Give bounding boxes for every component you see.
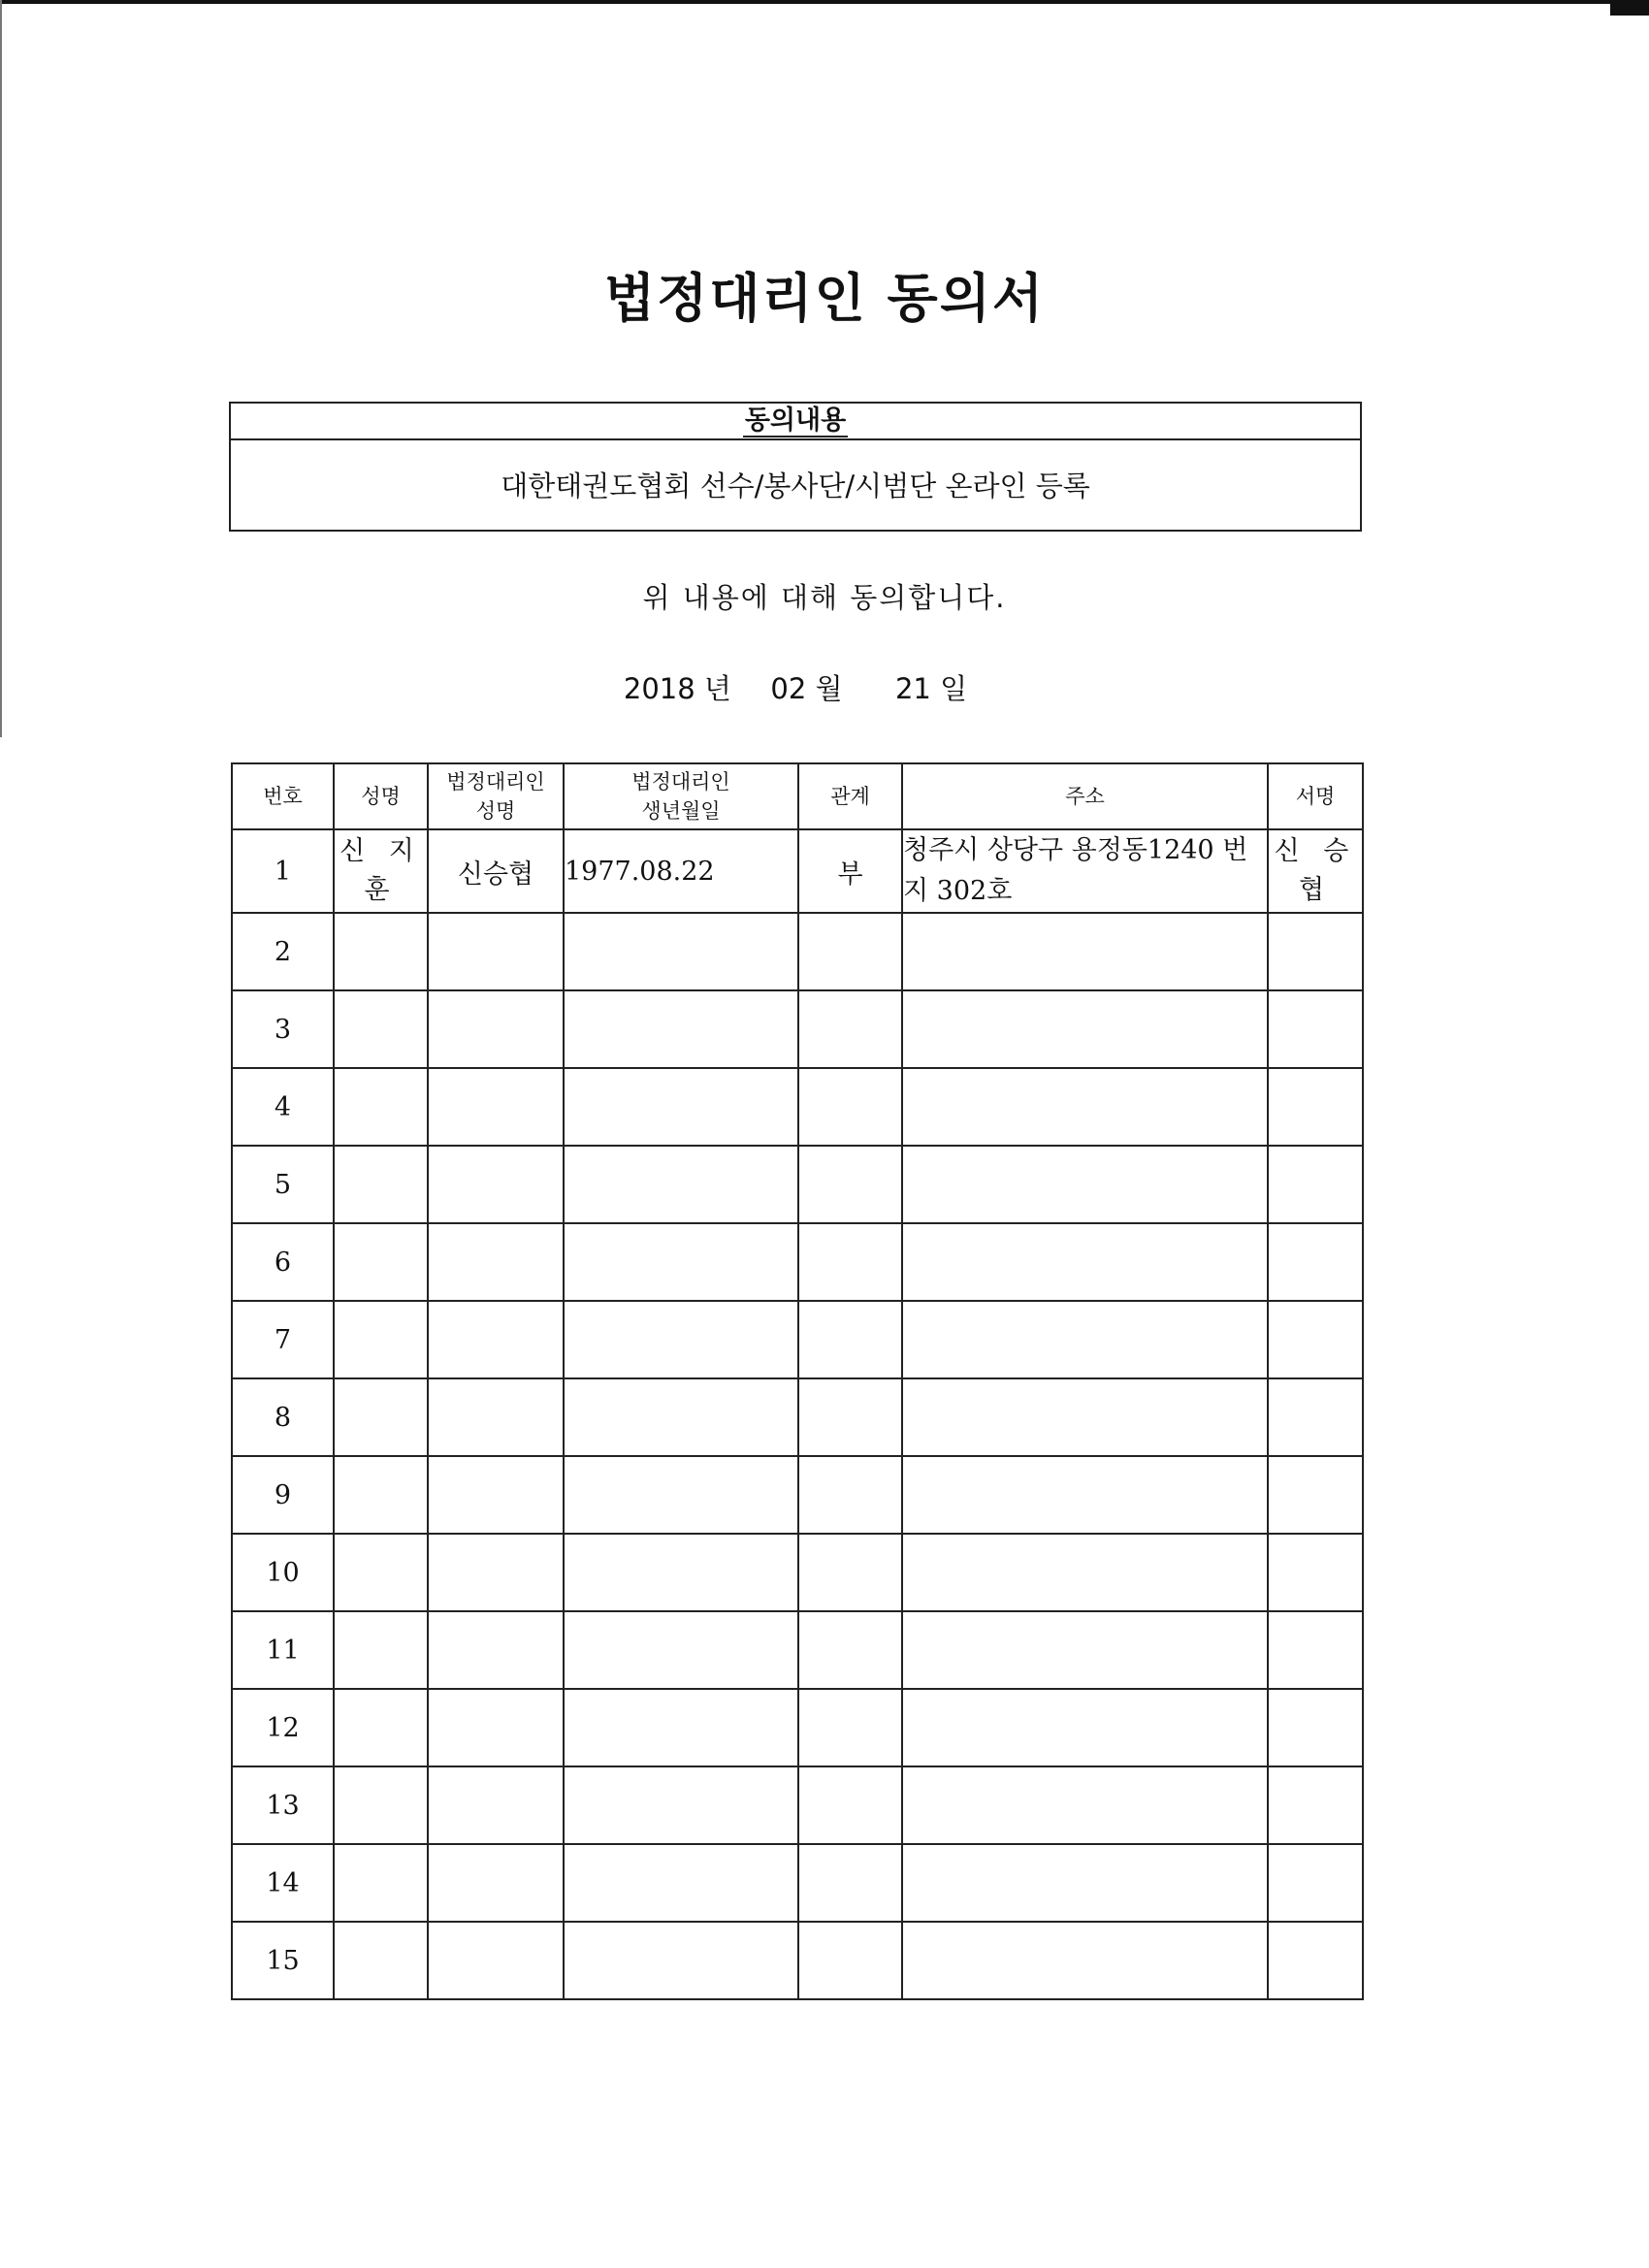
cell-rep-name bbox=[428, 1223, 564, 1301]
table-row bbox=[232, 1844, 1363, 1922]
cell-relation bbox=[798, 1456, 902, 1534]
cell-name bbox=[334, 1922, 428, 1999]
cell-sign bbox=[1268, 913, 1363, 990]
cell-address bbox=[902, 1922, 1268, 1999]
cell-address bbox=[902, 1301, 1268, 1378]
table-row bbox=[232, 1068, 1363, 1146]
cell-sign bbox=[1268, 1844, 1363, 1922]
cell-rep-birth bbox=[564, 1378, 798, 1456]
cell-rep-name bbox=[428, 1456, 564, 1534]
header-no: 번호 bbox=[232, 763, 334, 829]
table-row bbox=[232, 913, 1363, 990]
cell-rep-name bbox=[428, 1689, 564, 1766]
date-year: 2018 bbox=[623, 672, 695, 705]
header-rep-birth bbox=[564, 763, 798, 829]
cell-relation: 부 bbox=[798, 829, 902, 913]
scan-edge-corner bbox=[1610, 0, 1649, 16]
cell-sign bbox=[1268, 1456, 1363, 1534]
cell-sign bbox=[1268, 1378, 1363, 1456]
cell-no: 11 bbox=[232, 1611, 334, 1689]
cell-rep-name bbox=[428, 1068, 564, 1146]
date-month: 02 bbox=[770, 672, 807, 705]
table-row bbox=[232, 1766, 1363, 1844]
table-row bbox=[232, 1534, 1363, 1611]
cell-name bbox=[334, 1456, 428, 1534]
cell-no: 8 bbox=[232, 1378, 334, 1456]
cell-relation bbox=[798, 1766, 902, 1844]
guardian-registry-table bbox=[231, 762, 1364, 2000]
cell-sign: 신 승 협 bbox=[1268, 829, 1363, 913]
consent-content-box bbox=[229, 402, 1362, 532]
cell-rep-birth bbox=[564, 1844, 798, 1922]
cell-rep-birth: 1977.08.22 bbox=[564, 829, 798, 913]
cell-relation bbox=[798, 1611, 902, 1689]
cell-rep-name bbox=[428, 1844, 564, 1922]
cell-rep-birth bbox=[564, 1611, 798, 1689]
cell-rep-name bbox=[428, 990, 564, 1068]
cell-name: 신 지 훈 bbox=[334, 829, 428, 913]
cell-no: 2 bbox=[232, 913, 334, 990]
cell-address: 청주시 상당구 용정동1240 번지 302호 bbox=[902, 829, 1268, 913]
cell-rep-name bbox=[428, 1766, 564, 1844]
cell-rep-birth bbox=[564, 1456, 798, 1534]
cell-rep-name bbox=[428, 1922, 564, 1999]
date-day-unit: 일 bbox=[940, 672, 968, 705]
header-rep-birth-line2: 생년월일 bbox=[641, 799, 721, 823]
table-row bbox=[232, 1456, 1363, 1534]
cell-relation bbox=[798, 1689, 902, 1766]
cell-rep-name bbox=[428, 1301, 564, 1378]
cell-address bbox=[902, 990, 1268, 1068]
scan-edge-top bbox=[0, 0, 1649, 4]
table-row bbox=[232, 1223, 1363, 1301]
cell-sign bbox=[1268, 1534, 1363, 1611]
cell-rep-birth bbox=[564, 1766, 798, 1844]
header-address: 주소 bbox=[902, 763, 1268, 829]
cell-rep-name bbox=[428, 1611, 564, 1689]
cell-rep-birth bbox=[564, 1301, 798, 1378]
cell-no: 13 bbox=[232, 1766, 334, 1844]
header-sign: 서명 bbox=[1268, 763, 1363, 829]
scan-edge-left bbox=[0, 0, 2, 737]
cell-relation bbox=[798, 1301, 902, 1378]
cell-name bbox=[334, 1766, 428, 1844]
cell-rep-name bbox=[428, 1534, 564, 1611]
cell-address bbox=[902, 1844, 1268, 1922]
consent-content-header-label: 동의내용 bbox=[744, 405, 847, 436]
cell-name bbox=[334, 1301, 428, 1378]
cell-no: 9 bbox=[232, 1456, 334, 1534]
cell-no: 14 bbox=[232, 1844, 334, 1922]
cell-name bbox=[334, 1689, 428, 1766]
cell-rep-birth bbox=[564, 1922, 798, 1999]
cell-sign bbox=[1268, 1223, 1363, 1301]
cell-address bbox=[902, 1766, 1268, 1844]
cell-relation bbox=[798, 1844, 902, 1922]
cell-no: 7 bbox=[232, 1301, 334, 1378]
cell-rep-birth bbox=[564, 1068, 798, 1146]
cell-name bbox=[334, 1534, 428, 1611]
cell-rep-birth bbox=[564, 913, 798, 990]
header-rep-name bbox=[428, 763, 564, 829]
cell-sign bbox=[1268, 990, 1363, 1068]
cell-relation bbox=[798, 990, 902, 1068]
cell-no: 4 bbox=[232, 1068, 334, 1146]
cell-rep-birth bbox=[564, 1689, 798, 1766]
cell-sign bbox=[1268, 1766, 1363, 1844]
cell-name bbox=[334, 1611, 428, 1689]
cell-rep-name bbox=[428, 1378, 564, 1456]
table-row bbox=[232, 1689, 1363, 1766]
date-year-unit: 년 bbox=[703, 672, 731, 705]
date-month-unit: 월 bbox=[815, 672, 843, 705]
cell-address bbox=[902, 1456, 1268, 1534]
cell-name bbox=[334, 1146, 428, 1223]
cell-no: 3 bbox=[232, 990, 334, 1068]
cell-rep-name bbox=[428, 913, 564, 990]
cell-name bbox=[334, 990, 428, 1068]
cell-sign bbox=[1268, 1922, 1363, 1999]
cell-address bbox=[902, 1534, 1268, 1611]
consent-content-header bbox=[231, 404, 1360, 440]
cell-name bbox=[334, 1378, 428, 1456]
cell-address bbox=[902, 1146, 1268, 1223]
cell-name bbox=[334, 1844, 428, 1922]
document-title: 법정대리인 동의서 bbox=[603, 268, 1046, 329]
date-day: 21 bbox=[894, 672, 931, 705]
cell-rep-birth bbox=[564, 990, 798, 1068]
cell-name bbox=[334, 1068, 428, 1146]
cell-no: 1 bbox=[232, 829, 334, 913]
cell-no: 6 bbox=[232, 1223, 334, 1301]
header-rep-name-line1: 법정대리인 bbox=[446, 770, 545, 794]
cell-no: 15 bbox=[232, 1922, 334, 1999]
table-row bbox=[232, 1146, 1363, 1223]
cell-rep-birth bbox=[564, 1223, 798, 1301]
cell-rep-birth bbox=[564, 1146, 798, 1223]
cell-relation bbox=[798, 913, 902, 990]
cell-no: 12 bbox=[232, 1689, 334, 1766]
cell-sign bbox=[1268, 1068, 1363, 1146]
cell-relation bbox=[798, 1223, 902, 1301]
cell-address bbox=[902, 1611, 1268, 1689]
header-rep-name-line2: 성명 bbox=[475, 799, 516, 823]
table-row bbox=[232, 990, 1363, 1068]
cell-sign bbox=[1268, 1611, 1363, 1689]
cell-no: 5 bbox=[232, 1146, 334, 1223]
header-rep-birth-line1: 법정대리인 bbox=[631, 770, 730, 794]
cell-rep-name: 신승협 bbox=[428, 829, 564, 913]
cell-address bbox=[902, 1378, 1268, 1456]
cell-sign bbox=[1268, 1301, 1363, 1378]
table-row bbox=[232, 1378, 1363, 1456]
cell-relation bbox=[798, 1378, 902, 1456]
cell-relation bbox=[798, 1534, 902, 1611]
table-row bbox=[232, 1611, 1363, 1689]
cell-rep-name bbox=[428, 1146, 564, 1223]
cell-relation bbox=[798, 1922, 902, 1999]
cell-no: 10 bbox=[232, 1534, 334, 1611]
header-name: 성명 bbox=[334, 763, 428, 829]
table-row bbox=[232, 829, 1363, 913]
header-relation: 관계 bbox=[798, 763, 902, 829]
consent-content-text: 대한태권도협회 선수/봉사단/시범단 온라인 등록 bbox=[501, 470, 1090, 502]
cell-relation bbox=[798, 1146, 902, 1223]
cell-address bbox=[902, 1689, 1268, 1766]
cell-relation bbox=[798, 1068, 902, 1146]
agreement-statement: 위 내용에 대해 동의합니다. bbox=[642, 581, 1007, 614]
cell-address bbox=[902, 913, 1268, 990]
consent-date bbox=[0, 667, 1591, 707]
cell-sign bbox=[1268, 1689, 1363, 1766]
table-row bbox=[232, 1301, 1363, 1378]
cell-name bbox=[334, 913, 428, 990]
cell-address bbox=[902, 1068, 1268, 1146]
table-header-row bbox=[232, 763, 1363, 829]
cell-address bbox=[902, 1223, 1268, 1301]
table-row bbox=[232, 1922, 1363, 1999]
cell-name bbox=[334, 1223, 428, 1301]
cell-sign bbox=[1268, 1146, 1363, 1223]
cell-rep-birth bbox=[564, 1534, 798, 1611]
